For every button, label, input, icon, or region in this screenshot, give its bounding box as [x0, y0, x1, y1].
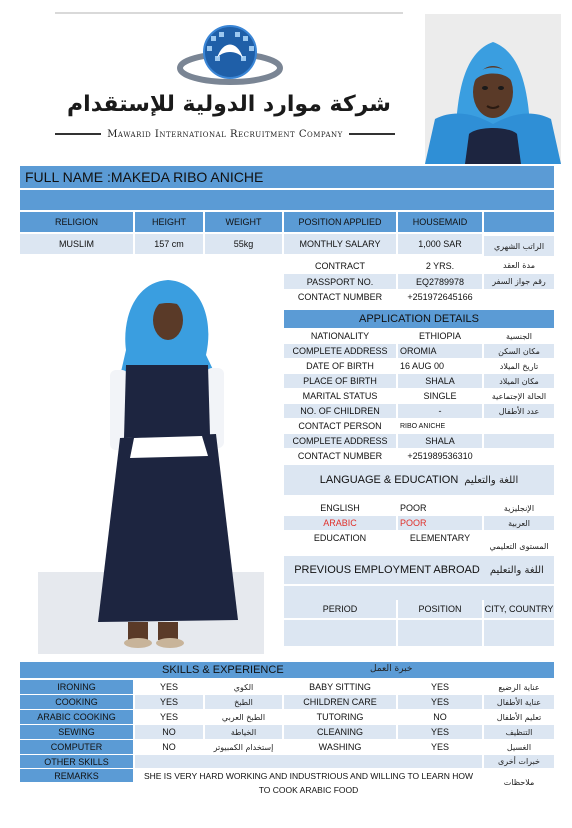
- spacer-bar: [20, 190, 554, 210]
- app-ar-children: عدد الأطفال: [484, 404, 554, 418]
- lang-ar-english: الإنجليزية: [503, 503, 535, 513]
- company-name-english: Mawarid International Recruitment Company: [107, 128, 343, 140]
- value-weight: 55kg: [205, 234, 282, 254]
- value-monthly-salary: 1,000 SAR: [398, 234, 482, 254]
- other-skills-label: OTHER SKILLS: [20, 755, 133, 768]
- employment-header-position: POSITION: [398, 600, 482, 618]
- value-contact-number: +251972645166: [407, 291, 473, 302]
- other-skills-value: [135, 755, 482, 768]
- language-title-bar: [284, 465, 554, 495]
- app-blank-cell: [484, 434, 554, 448]
- company-name-arabic: شركة موارد الدولية للإستقدام: [67, 92, 391, 117]
- language-title-ar: اللغة والتعليم: [464, 474, 519, 486]
- skill-cooking-ar: الطبخ: [205, 695, 282, 709]
- skill-ironing-ar: الكوي: [233, 682, 254, 692]
- app-label-nationality: NATIONALITY: [310, 331, 370, 341]
- employment-title-bar: [284, 556, 554, 584]
- skill-washing: WASHING: [318, 742, 362, 752]
- employment-spacer: [284, 586, 554, 600]
- skill-children-care-ar: عناية الأطفال: [484, 695, 554, 709]
- app-value-pob: SHALA: [398, 374, 482, 388]
- employment-row-1-period: [284, 620, 396, 646]
- app-ar-address: مكان السكن: [484, 344, 554, 358]
- skill-sewing: SEWING: [20, 725, 133, 739]
- skill-washing-value: YES: [430, 742, 449, 752]
- skill-ironing-value: YES: [159, 682, 178, 692]
- value-religion: MUSLIM: [20, 234, 133, 254]
- skill-computer-value: NO: [162, 742, 176, 752]
- value-passport: EQ2789978: [398, 274, 482, 289]
- app-value-children: -: [398, 404, 482, 418]
- language-title: LANGUAGE & EDUCATION: [319, 474, 459, 486]
- skill-arabic-cooking-value: YES: [159, 712, 178, 722]
- app-value-contact-address: SHALA: [398, 434, 482, 448]
- employment-header-city: CITY, COUNTRY: [484, 600, 554, 618]
- skill-washing-ar: الغسيل: [506, 742, 532, 752]
- employment-row-1-position: [398, 620, 482, 646]
- app-label-dob: DATE OF BIRTH: [306, 361, 374, 371]
- application-details-title: APPLICATION DETAILS: [284, 310, 554, 328]
- app-value-marital: SINGLE: [423, 391, 457, 401]
- employment-title: PREVIOUS EMPLOYMENT ABROAD: [294, 564, 480, 576]
- employment-header-period: PERIOD: [284, 600, 396, 618]
- skill-arabic-cooking-ar: الطبخ العربي: [221, 712, 266, 722]
- label-passport-ar: رقم جواز السفر: [484, 274, 554, 289]
- full-body-photo: [38, 260, 264, 654]
- app-ar-pob: مكان الميلاد: [484, 374, 554, 388]
- lang-label-education: EDUCATION: [313, 533, 367, 543]
- skill-tutoring: TUTORING: [316, 712, 364, 722]
- app-ar-nationality: الجنسية: [505, 331, 533, 341]
- app-label-address: COMPLETE ADDRESS: [284, 344, 396, 358]
- header-weight: WEIGHT: [205, 212, 282, 232]
- app-label-contact-number: CONTACT NUMBER: [297, 451, 383, 461]
- skill-tutoring-value: NO: [433, 712, 447, 722]
- skill-baby-sitting-value: YES: [430, 682, 449, 692]
- company-logo: [175, 22, 285, 94]
- app-value-contact-person: RIBO ANICHE: [400, 422, 446, 430]
- skill-children-care-value: YES: [398, 695, 482, 709]
- skill-cleaning: CLEANING: [284, 725, 396, 739]
- header-religion: RELIGION: [20, 212, 133, 232]
- lang-value-education: ELEMENTARY: [409, 533, 471, 543]
- skill-tutoring-ar: تعليم الأطفال: [496, 712, 542, 722]
- label-contract: CONTRACT: [315, 260, 365, 271]
- other-skills-ar: خبرات أخرى: [484, 755, 554, 768]
- remarks-ar: ملاحظات: [503, 777, 535, 787]
- skill-cooking: COOKING: [20, 695, 133, 709]
- company-name-english-bar: [55, 126, 395, 142]
- app-label-contact-address: COMPLETE ADDRESS: [284, 434, 396, 448]
- app-label-pob: PLACE OF BIRTH: [284, 374, 396, 388]
- skill-children-care: CHILDREN CARE: [284, 695, 396, 709]
- full-name-bar: [20, 166, 554, 188]
- label-passport: PASSPORT NO.: [284, 274, 396, 289]
- app-value-nationality: ETHIOPIA: [418, 331, 461, 341]
- remarks-text: SHE IS VERY HARD WORKING AND INDUSTRIOUS AND WILLING TO LEARN HOW TO COOK ARABIC FOOD: [143, 771, 474, 795]
- lang-ar-arabic: العربية: [484, 516, 554, 530]
- label-monthly-salary-ar: الراتب الشهري: [484, 236, 554, 256]
- app-ar-marital: الحالة الإجتماعية: [491, 391, 547, 401]
- app-value-dob: 16 AUG 00: [400, 361, 445, 371]
- skill-ironing: IRONING: [20, 680, 133, 694]
- skill-computer-ar: إستخدام الكمبيوتر: [213, 742, 274, 752]
- app-ar-dob: تاريخ الميلاد: [499, 361, 539, 371]
- skill-arabic-cooking: ARABIC COOKING: [20, 710, 133, 724]
- skill-baby-sitting-ar: عناية الرضيع: [498, 682, 540, 692]
- employment-title-ar: اللغة والتعليم: [489, 564, 544, 576]
- label-monthly-salary: MONTHLY SALARY: [284, 234, 396, 254]
- skills-title-bar: [20, 662, 554, 678]
- label-contact-number: CONTACT NUMBER: [297, 291, 383, 302]
- label-contract-ar: مدة العقد: [503, 261, 535, 270]
- skill-cleaning-value: YES: [398, 725, 482, 739]
- skills-title: SKILLS & EXPERIENCE: [162, 664, 284, 676]
- top-rule: [55, 12, 403, 14]
- full-name: FULL NAME :MAKEDA RIBO ANICHE: [25, 169, 264, 185]
- header-position-applied: POSITION APPLIED: [284, 212, 396, 232]
- skill-baby-sitting: BABY SITTING: [309, 682, 371, 692]
- skill-sewing-ar: الخياطة: [205, 725, 282, 739]
- skill-sewing-value: NO: [135, 725, 203, 739]
- lang-value-arabic: POOR: [398, 516, 482, 530]
- headshot-photo: [425, 14, 561, 164]
- value-contract: 2 YRS.: [425, 260, 455, 271]
- header-housemaid: HOUSEMAID: [398, 212, 482, 232]
- lang-ar-education: المستوى التعليمي: [489, 541, 549, 551]
- lang-value-english: POOR: [400, 503, 427, 513]
- lang-label-english: ENGLISH: [320, 503, 360, 513]
- skill-cooking-value: YES: [135, 695, 203, 709]
- skills-title-ar: خبرة العمل: [370, 664, 413, 674]
- app-value-contact-number: +251989536310: [407, 451, 473, 461]
- skill-cleaning-ar: التنظيف: [484, 725, 554, 739]
- remarks-label: REMARKS: [20, 769, 133, 782]
- header-blank: [484, 212, 554, 232]
- skill-computer: COMPUTER: [20, 740, 133, 754]
- employment-row-1-city: [484, 620, 554, 646]
- app-label-contact-person: CONTACT PERSON: [298, 421, 382, 431]
- value-height: 157 cm: [135, 234, 203, 254]
- app-label-marital: MARITAL STATUS: [302, 391, 378, 401]
- header-height: HEIGHT: [135, 212, 203, 232]
- lang-label-arabic: ARABIC: [284, 516, 396, 530]
- app-value-address: OROMIA: [398, 344, 482, 358]
- app-label-children: NO. OF CHILDREN: [284, 404, 396, 418]
